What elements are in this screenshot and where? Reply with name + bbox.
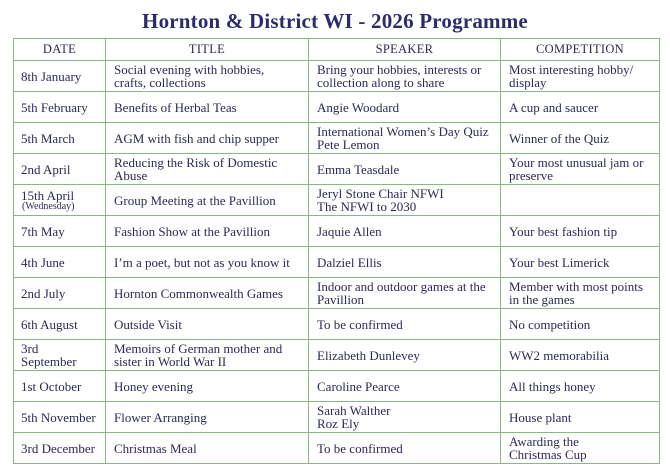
- table-row: [14, 402, 660, 433]
- competition-line: A cup and saucer: [509, 99, 599, 115]
- cell-title: [106, 371, 309, 402]
- title-line: Fashion Show at the Pavillion: [114, 223, 270, 239]
- cell-competition: [501, 402, 660, 433]
- cell-speaker: [309, 402, 501, 433]
- cell-speaker: [309, 154, 501, 185]
- title-line: Abuse: [114, 168, 148, 183]
- competition-line: Your best fashion tip: [509, 223, 618, 239]
- table-row: [14, 216, 660, 247]
- cell-competition: [501, 216, 660, 247]
- title-line: Benefits of Herbal Teas: [114, 99, 237, 115]
- cell-speaker: [309, 278, 501, 309]
- speaker-line: collection along to share: [317, 75, 445, 90]
- speaker-line: Bring your hobbies, interests or: [317, 62, 482, 77]
- date-text: 3rd December: [21, 440, 95, 456]
- date-text: 15th April: [21, 187, 75, 203]
- cell-competition: [501, 154, 660, 185]
- date-text: 3rd September: [21, 341, 77, 369]
- page-title: Hornton & District WI - 2026 Programme: [142, 9, 528, 33]
- cell-date: [14, 402, 106, 433]
- cell-title: [106, 340, 309, 371]
- cell-date: [14, 123, 106, 154]
- speaker-line: Elizabeth Dunlevey: [317, 347, 420, 363]
- competition-line: Your best Limerick: [509, 254, 610, 270]
- cell-date: [14, 433, 106, 464]
- column-header-title: TITLE: [106, 39, 309, 61]
- cell-speaker: [309, 433, 501, 464]
- cell-speaker: [309, 309, 501, 340]
- cell-date: [14, 247, 106, 278]
- competition-line: WW2 memorabilia: [509, 347, 609, 363]
- cell-title: [106, 185, 309, 216]
- cell-competition: [501, 61, 660, 92]
- cell-competition: [501, 185, 660, 216]
- cell-speaker: [309, 340, 501, 371]
- header-row: [14, 39, 660, 61]
- speaker-line: Dalziel Ellis: [317, 254, 382, 270]
- cell-competition: [501, 247, 660, 278]
- table-row: [14, 278, 660, 309]
- cell-title: [106, 247, 309, 278]
- cell-date: [14, 371, 106, 402]
- date-text: 6th August: [21, 316, 78, 332]
- speaker-line: Pete Lemon: [317, 137, 380, 152]
- speaker-line: Sarah Walther: [317, 403, 391, 418]
- speaker-line: Pavillion: [317, 292, 364, 307]
- title-line: Social evening with hobbies,: [114, 62, 265, 77]
- table-row: [14, 340, 660, 371]
- competition-line: in the games: [509, 292, 575, 307]
- cell-title: [106, 123, 309, 154]
- table-row: [14, 371, 660, 402]
- table-row: [14, 309, 660, 340]
- title-line: Outside Visit: [114, 316, 182, 332]
- speaker-line: To be confirmed: [317, 440, 403, 456]
- title-line: Honey evening: [114, 378, 194, 394]
- cell-speaker: [309, 185, 501, 216]
- competition-line: House plant: [509, 409, 572, 425]
- title-line: Flower Arranging: [114, 409, 207, 425]
- cell-competition: [501, 371, 660, 402]
- speaker-line: Indoor and outdoor games at the: [317, 279, 486, 294]
- cell-date: [14, 340, 106, 371]
- title-line: sister in World War II: [114, 354, 227, 369]
- cell-title: [106, 61, 309, 92]
- cell-competition: [501, 92, 660, 123]
- speaker-line: Angie Woodard: [317, 99, 400, 115]
- cell-competition: [501, 309, 660, 340]
- competition-line: Christmas Cup: [509, 447, 587, 462]
- cell-date: [14, 61, 106, 92]
- title-line: Reducing the Risk of Domestic: [114, 155, 278, 170]
- speaker-line: To be confirmed: [317, 316, 403, 332]
- date-text: 2nd April: [21, 161, 71, 177]
- speaker-line: Roz Ely: [317, 416, 360, 431]
- competition-line: Most interesting hobby/: [509, 62, 634, 77]
- speaker-line: Jaquie Allen: [317, 223, 382, 239]
- date-text: 5th February: [21, 99, 88, 115]
- table-row: [14, 185, 660, 216]
- cell-title: [106, 92, 309, 123]
- column-header-speaker: SPEAKER: [309, 39, 501, 61]
- title-line: Group Meeting at the Pavillion: [114, 192, 276, 208]
- speaker-line: Caroline Pearce: [317, 378, 400, 394]
- cell-speaker: [309, 247, 501, 278]
- competition-line: No competition: [509, 316, 591, 332]
- date-text: 1st October: [21, 378, 82, 394]
- title-line: AGM with fish and chip supper: [114, 130, 280, 146]
- cell-title: [106, 154, 309, 185]
- title-line: I’m a poet, but not as you know it: [114, 254, 290, 270]
- table-row: [14, 433, 660, 464]
- cell-date: [14, 216, 106, 247]
- title-line: Memoirs of German mother and: [114, 341, 283, 356]
- cell-title: [106, 216, 309, 247]
- cell-speaker: [309, 123, 501, 154]
- date-text: 8th January: [21, 68, 82, 84]
- table-row: [14, 123, 660, 154]
- cell-speaker: [309, 61, 501, 92]
- date-note: (Wednesday): [22, 200, 75, 212]
- competition-line: All things honey: [509, 378, 596, 394]
- title-line: Christmas Meal: [114, 440, 197, 456]
- competition-line: Your most unusual jam or: [509, 155, 644, 170]
- cell-date: [14, 154, 106, 185]
- cell-date: [14, 185, 106, 216]
- table-row: [14, 247, 660, 278]
- table-row: [14, 61, 660, 92]
- cell-speaker: [309, 371, 501, 402]
- cell-competition: [501, 123, 660, 154]
- column-header-date: DATE: [14, 39, 106, 61]
- cell-competition: [501, 433, 660, 464]
- cell-speaker: [309, 216, 501, 247]
- cell-date: [14, 278, 106, 309]
- title-line: crafts, collections: [114, 75, 206, 90]
- speaker-line: Emma Teasdale: [317, 161, 400, 177]
- cell-title: [106, 278, 309, 309]
- cell-speaker: [309, 92, 501, 123]
- cell-competition: [501, 278, 660, 309]
- date-text: 7th May: [21, 223, 65, 239]
- competition-line: Winner of the Quiz: [509, 130, 610, 146]
- cell-title: [106, 402, 309, 433]
- competition-line: preserve: [509, 168, 554, 183]
- date-text: 5th November: [21, 409, 96, 425]
- cell-date: [14, 92, 106, 123]
- table-row: [14, 154, 660, 185]
- table-row: [14, 92, 660, 123]
- title-line: Hornton Commonwealth Games: [114, 285, 283, 301]
- speaker-line: The NFWI to 2030: [317, 199, 417, 214]
- cell-date: [14, 309, 106, 340]
- cell-competition: [501, 340, 660, 371]
- competition-line: Awarding the: [509, 434, 579, 449]
- speaker-line: International Women’s Day Quiz: [317, 124, 489, 139]
- column-header-competition: COMPETITION: [501, 39, 660, 61]
- competition-line: display: [509, 75, 547, 90]
- date-text: 4th June: [21, 254, 65, 270]
- competition-line: Member with most points: [509, 279, 643, 294]
- cell-title: [106, 309, 309, 340]
- date-text: 2nd July: [21, 285, 66, 301]
- date-text: 5th March: [21, 130, 75, 146]
- speaker-line: Jeryl Stone Chair NFWI: [317, 186, 444, 201]
- cell-title: [106, 433, 309, 464]
- programme-table: [13, 38, 660, 464]
